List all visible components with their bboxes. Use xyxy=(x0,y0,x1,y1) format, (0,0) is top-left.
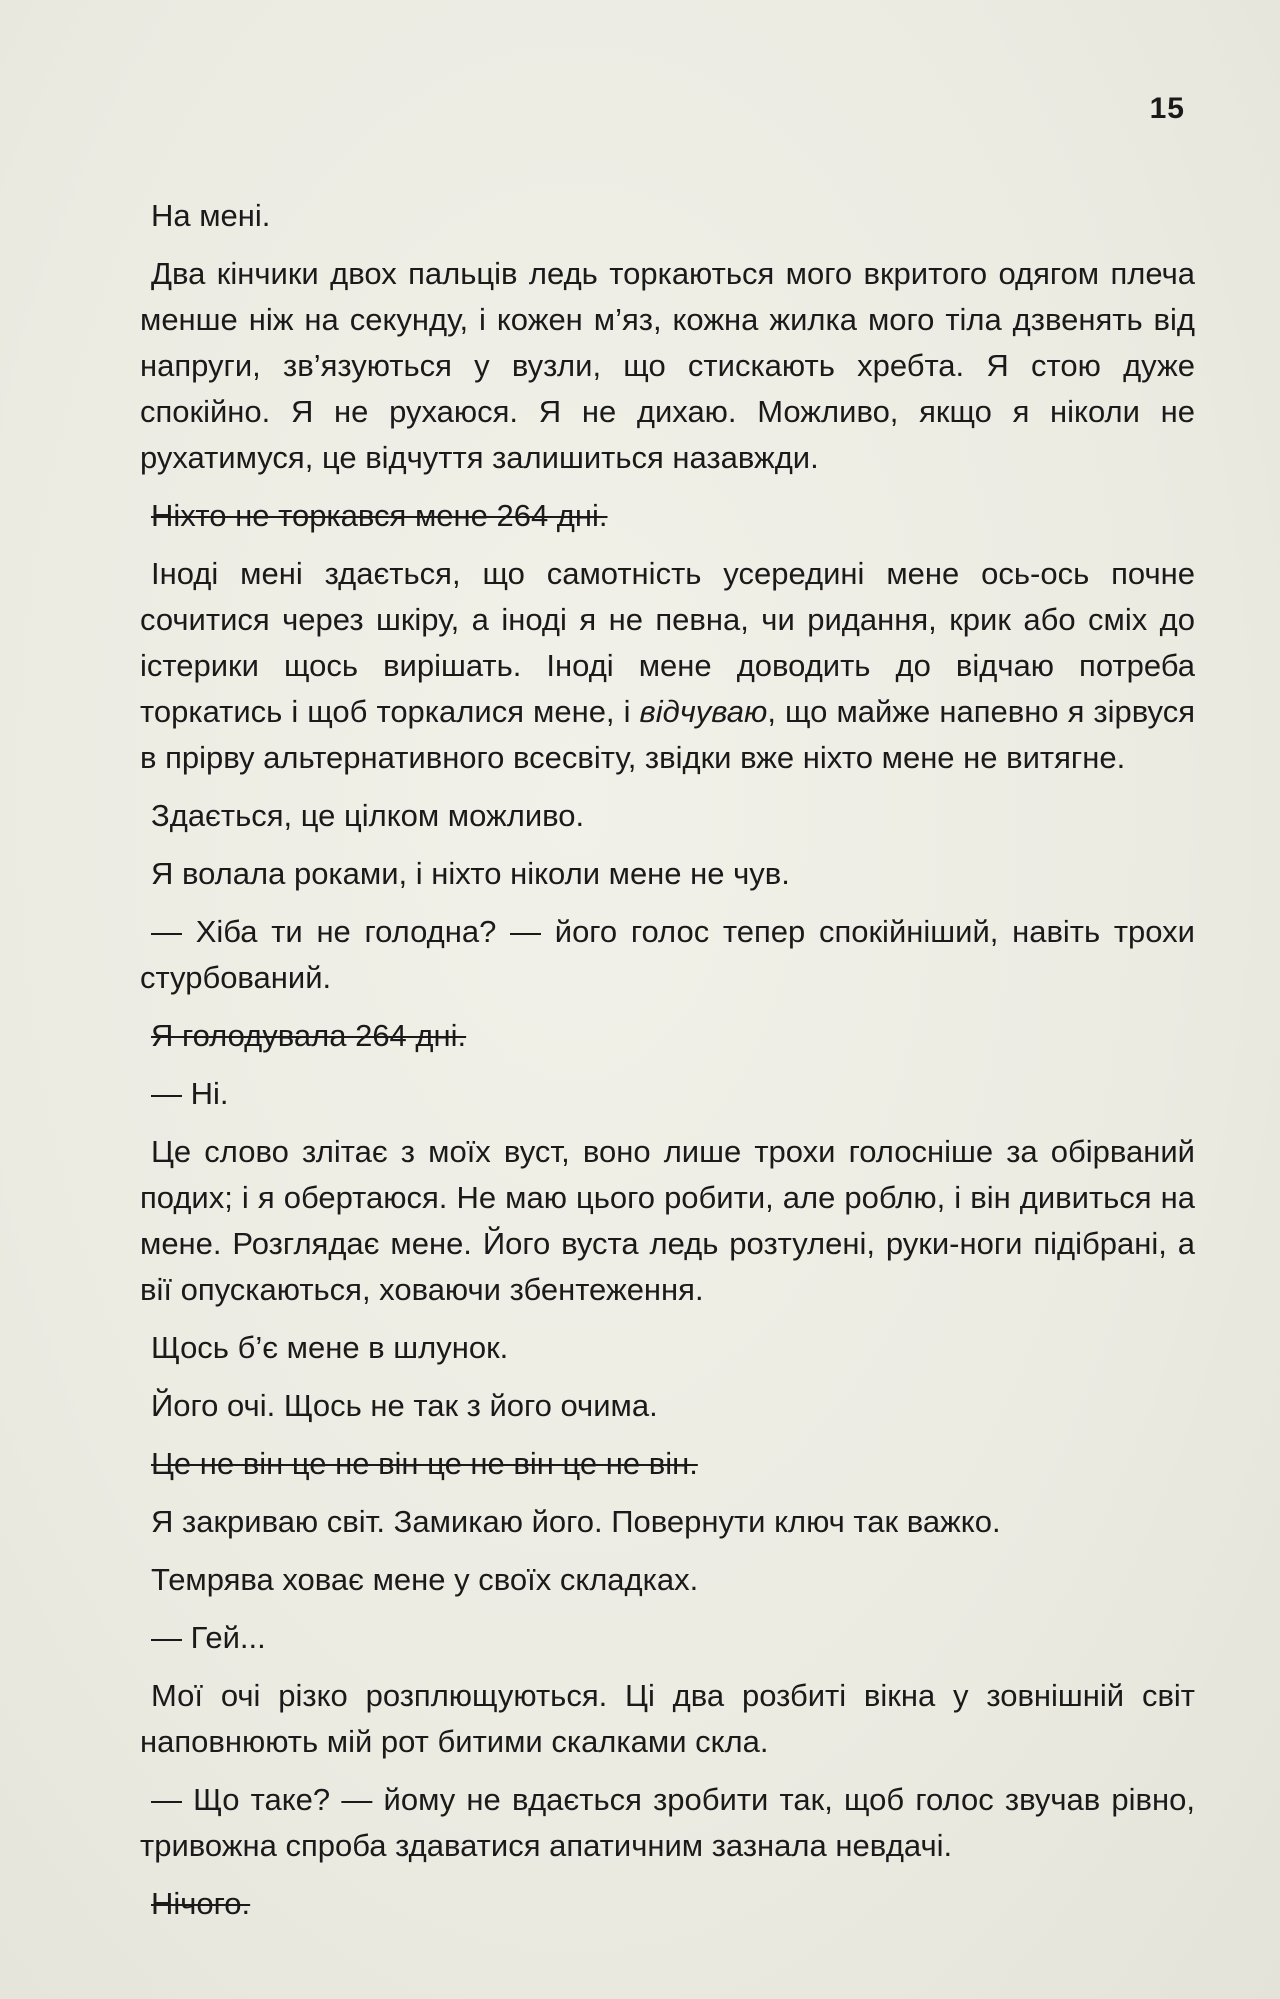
paragraph: Два кінчики двох пальців ледь торкаються мого вкритого одягом плеча менше ніж на секунду, і кожен м’яз, кожна жилка мого тіла дзвенять від напруги, зв’язуються у вузли, що стискають хребта. Я стою дуже спокійно. Я не рухаюся. Я не дихаю. Можливо, якщо я ніколи не рухатимуся, це відчуття залишиться назавжди. xyxy=(140,256,1195,475)
body-text xyxy=(140,193,1195,1939)
paragraph: Я волала роками, і ніхто ніколи мене не чув. xyxy=(151,856,790,891)
paragraph: — Гей... xyxy=(151,1620,266,1655)
struck-text: Нічого. xyxy=(151,1886,251,1921)
paragraph: Мої очі різко розплющуються. Ці два розбиті вікна у зовнішній світ наповнюють мій рот битими скалками скла. xyxy=(140,1678,1195,1759)
paragraph: На мені. xyxy=(151,198,271,233)
paragraph xyxy=(140,1013,1195,1059)
paragraph: — Що таке? — йому не вдається зробити так, щоб голос звучав рівно, тривожна спроба здаватися апатичним зазнала невдачі. xyxy=(140,1782,1195,1863)
struck-text: Я голодувала 264 дні. xyxy=(151,1018,467,1053)
paragraph xyxy=(140,493,1195,539)
page-number: 15 xyxy=(1149,92,1185,125)
paragraph xyxy=(140,1441,1195,1487)
paragraph: Щось б’є мене в шлунок. xyxy=(151,1330,509,1365)
paragraph xyxy=(140,1881,1195,1927)
paragraph: Темрява ховає мене у своїх складках. xyxy=(151,1562,699,1597)
paragraph-text: , що майже напевно я зірвуся в прірву альтернативного всесвіту, звідки вже ніхто мене не витягне. xyxy=(140,694,1195,775)
paragraph: Здається, це цілком можливо. xyxy=(151,798,585,833)
paragraph: — Хіба ти не голодна? — його голос тепер спокійніший, навіть трохи стурбований. xyxy=(140,914,1195,995)
paragraph: Його очі. Щось не так з його очима. xyxy=(151,1388,658,1423)
paragraph: Це слово злітає з моїх вуст, воно лише трохи голосніше за обірваний подих; і я обертаюся. Не маю цього робити, але роблю, і він дивиться на мене. Розглядає мене. Його вуста ледь розтулені, руки-ноги підібрані, а вії опускаються, ховаючи збентеження. xyxy=(140,1134,1195,1307)
emphasis-text: відчуваю xyxy=(639,694,768,729)
struck-text: Ніхто не торкався мене 264 дні. xyxy=(151,498,608,533)
paragraph: Я закриваю світ. Замикаю його. Повернути ключ так важко. xyxy=(151,1504,1001,1539)
paragraph: — Ні. xyxy=(151,1076,229,1111)
paragraph xyxy=(140,551,1195,781)
struck-text: Це не він це не він це не він це не він. xyxy=(151,1446,698,1481)
paragraph-text: Іноді мені здається, що самотність усередині мене ось-ось почне сочитися через шкіру, а іноді я не певна, чи ридання, крик або сміх до істерики щось вирішать. Іноді мене доводить до відчаю потреба торкатись і щоб торкалися мене, і xyxy=(140,556,1195,729)
